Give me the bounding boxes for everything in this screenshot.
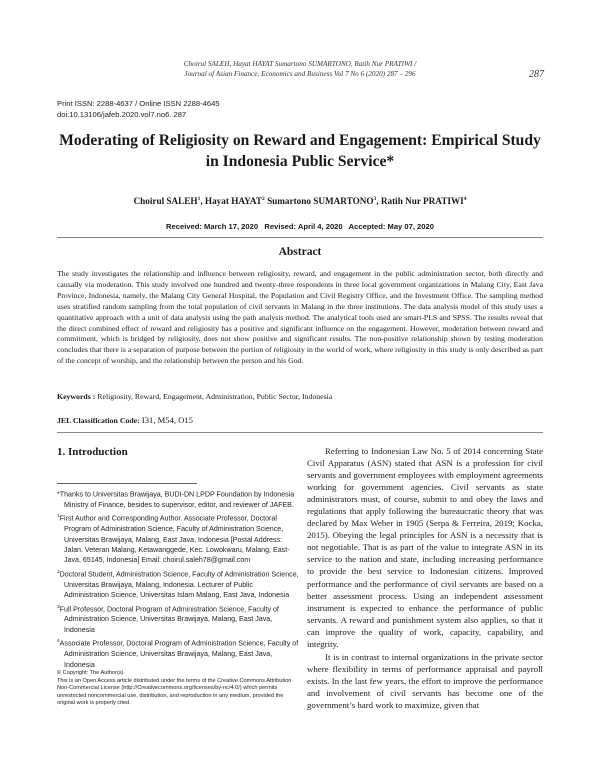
footnote (57, 488, 299, 510)
footnote-mark: 4 (57, 639, 60, 645)
abstract-heading: Abstract (278, 246, 322, 258)
doi-line[interactable]: doi:10.13106/jafeb.2020.vol7.no6. 287 (57, 109, 187, 119)
footnotes (57, 488, 299, 672)
footnote-text: Doctoral Student, Administration Science, Faculty of Administration Science, Universitas Brawijaya, Malang, Indonesia. Lecturer of Public Administration Science, Universitas Islam Malang, East Java, Indonesia (59, 570, 299, 600)
footnote-text: Associate Professor, Doctoral Program of Administration Science, Faculty of Administration Science, Universitas Brawijaya, Malang, East Java, Indonesia (59, 639, 299, 669)
body-text-column (307, 445, 543, 711)
footnote (57, 603, 299, 636)
submission-dates: Received: March 17, 2020 Revised: April 4, 2020 Accepted: May 07, 2020 (166, 222, 434, 231)
keywords-label: Keywords : (57, 392, 96, 401)
license-text: This is an Open Access article distributed under the terms of the Creative Commons Attribution Non-Commercial License (http://Creativecommons.org/licenses/by-nc/4.0/) which permits unrestricted noncommercial use, distribution, and reproduction in any medium, provided the original work is properly cited. (57, 677, 292, 707)
divider (57, 432, 543, 433)
footnote-text: *Thanks to Universitas Brawijaya, BUDI-DN LPDP Foundation by Indonesia Ministry of Finance, besides to supervisor, editor, and reviewer of JAFEB. (57, 490, 295, 509)
running-head-journal: Journal of Asian Finance, Economics and Business Vol 7 No 6 (2020) 287 – 296 (184, 70, 416, 78)
copyright-notice (57, 670, 297, 708)
author-name: Choirul SALEH (133, 196, 198, 207)
author-list (57, 196, 543, 206)
running-head (150, 59, 450, 79)
jel-label: JEL Classification Code: (57, 416, 140, 425)
footnote-mark: 1 (57, 514, 60, 520)
issn-line: Print ISSN: 2288-4637 / Online ISSN 2288-4645 (57, 99, 220, 108)
author-name: Hayat HAYAT (204, 196, 263, 207)
divider (57, 237, 543, 238)
body-paragraph: Referring to Indonesian Law No. 5 of 2014 concerning State Civil Apparatus (ASN) stated that ASN is a profession for civil servants and government employees with employment agreements working for government agencies. Civil servants as state administrators must, of course, submit to and obey the laws and regulations that apply following the bureaucratic theory that was declared by Max Weber in 1905 (Serpa & Ferreira, 2019; Kocka, 2015). Obeying the legal principles for ASN is a necessity that is not negotiable. That is as part of the value to integrate ASN in its service to the nation and state, including increasing performance to provide the best service to Indonesian citizens. Improved performance and the performance of civil servants are based on a better assessment process. Using an independent assessment instrument is expected to enhance the performance of public servants. A reward and punishment system also applies, so that it can improve the quality of work, capacity, capability, and integrity. (307, 446, 543, 649)
running-head-authors: Choirul SALEH, Hayat HAYAT Sumartono SUMARTONO, Ratih Nur PRATIWI / (183, 60, 417, 68)
keywords (57, 392, 543, 401)
body-paragraph: It is in contrast to internal organizations in the private sector where flexibility in terms of performance appraisal and payroll exists. In the last few years, the effort to improve the performance and involvement of civil servants has become one of the government’s hard work to maximize, given that (307, 651, 543, 710)
footnote-text: Full Professor, Doctoral Program of Administration Science, Faculty of Administration Science, Universitas Brawijaya, Malang, East Java, Indonesia (59, 604, 279, 634)
author-separator: , (376, 196, 381, 207)
author-affiliation-mark[interactable]: 1 (197, 196, 201, 202)
footnote-mark: 3 (57, 604, 60, 610)
page-number: 287 (529, 69, 544, 80)
author-separator: , (200, 196, 205, 207)
copyright-line: © Copyright: The Author(s) (57, 670, 124, 676)
author-affiliation-mark[interactable]: 4 (463, 196, 467, 202)
author-name: Sumartono SUMARTONO (267, 196, 374, 207)
footnote-text: First Author and Corresponding Author. Associate Professor, Doctoral Program of Administration Science, Faculty of Administration Science, Universitas Brawijaya, Malang, East Java, Indonesia [Postal Address: Jalan. Veteran Malang, Ketawanggede, Kec. Lowokwaru, Malang, East-Java, 65145, Indonesia] Email: choirul.saleh78@gmail.com (59, 514, 290, 565)
footnote-mark: 2 (57, 569, 60, 575)
footnote-divider (57, 483, 197, 484)
article-title: Moderating of Religiosity on Reward and Engagement: Empirical Study in Indonesia Public Service* (59, 132, 541, 170)
author-affiliation-mark[interactable]: 3 (373, 196, 377, 202)
section-heading: 1. Introduction (57, 446, 128, 458)
author-affiliation-mark[interactable]: 2 (262, 196, 265, 202)
keywords-text: Religiosity, Reward, Engagement, Administration, Public Sector, Indonesia (95, 392, 333, 401)
author-name: Ratih Nur PRATIWI (380, 196, 464, 207)
footnote (57, 512, 299, 566)
jel-text: I31, M54, O15 (139, 415, 193, 425)
footnote (57, 568, 299, 601)
abstract-text: The study investigates the relationship and influence between religiosity, reward, and engagement in the public administration sector, both directly and causally via moderation. This study involved one hundred and twenty-three respondents in three local government organizations in Malang City, East Java Province, Indonesia, namely, the Malang City General Hospital, the Population and Civil Registry Office, and the Investment Office. The sampling method uses stratified random sampling from the total population of civil servants in Malang in the three institutions. The data analysis model of this study uses a quantitative approach with a unit of data analysis using the path analysis method. The analytical tools used are smart-PLS and SPSS. The results reveal that the direct combined effect of reward and religiosity has a positive and significant influence on the engagement. However, moderation between reward and commitment, which is bridged by religiosity, does not show positive and significant results. The non-positive relationship shown by testing moderation concludes that there is a separation of purpose between the portion of religiosity in the world of work, where religiosity in this study is only described as part of the concept of worship, and the relationship between the person and his God. (57, 269, 543, 366)
footnote (57, 637, 299, 670)
issn-block (57, 99, 220, 120)
jel-codes (57, 415, 543, 425)
